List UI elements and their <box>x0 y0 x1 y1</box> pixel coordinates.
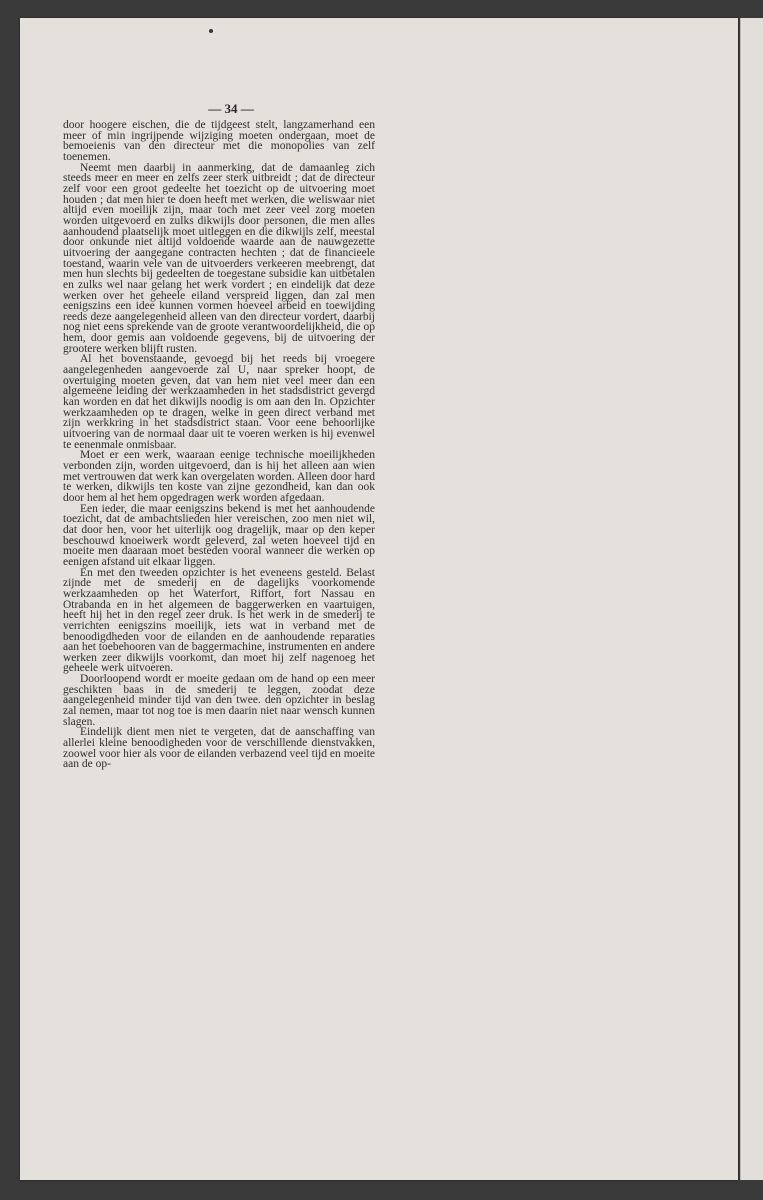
paragraph-5: Een ieder, die maar eenigszins bekend is met het aanhoudende toezicht, dat de ambachtslieden hier vereischen, zoo men niet wil, dat door hen, voor het uiterlijk oog dragelijk, maar op den keper beschouwd knoeiwerk wordt geleverd, zal weten hoeveel tijd en moeite men daaraan moet besteden vooral wanneer die werken op eenigen afstand uit elkaar liggen. <box>63 502 375 568</box>
paragraph-1: door hoogere eischen, die de tijdgeest stelt, langzamerhand een meer of min ingrijpende wijziging moeten ondergaan, moet de bemoeienis van den directeur met die monopolies van zelf toenemen. <box>63 119 375 163</box>
paragraph-4: Moet er een werk, waaraan eenige technische moeilijkheden verbonden zijn, worden uitgevoerd, dan is hij het alleen aan wien met vertrouwen dat werk kan overgelaten worden. Alleen door hard te werken, dikwijls ten koste van zijne gezondheid, kan dan ook door hem al het hem opgedragen werk worden afgedaan. <box>63 449 375 504</box>
paragraph-8: Eindelijk dient men niet te vergeten, dat de aanschaffing van allerlei kleine benoodigheden voor de verschillende dienstvakken, zoowel voor hier als voor de eilanden verbazend veel tijd en moeite aan de op- <box>63 726 375 771</box>
paragraph-2: Neemt men daarbij in aanmerking, dat de damaanleg zich steeds meer en meer en zelfs zeer sterk uitbreidt ; dat de directeur zelf voor een groot gedeelte het toezicht op de uitvoering moet houden ; dat men hier te doen heeft met werken, die weliswaar niet altijd even moeilijk zijn, maar toch met zeer veel zorg moeten worden uitgevoerd en zulks dikwijls door personen, die men alles aanhoudend plaatselijk moet uitleggen en die dikwijls zelf, meestal door onkunde niet altijd voldoende waarde aan de nauwgezette uitvoering der aangegane contracten hechten ; dat de financieele toestand, waarin vele van de uitvoerders verkeeren meebrengt, dat men hun slechts bij gedeelten de toegestane subsidie kan uitbetalen en zulks wel naar gelang het werk vordert ; en eindelijk dat deze werken over het geheele eiland verspreid liggen, dan zal men eenigszins een idee kunnen vormen hoeveel arbeid en toewijding reeds deze aangelegenheid alleen van den directeur vordert, daarbij nog niet eens sprekende van de groote verantwoordelijkheid, die op hem, door gemis aan voldoende gegevens, bij de uitvoering der grootere werken blijft rusten. <box>63 161 375 355</box>
next-page-edge <box>740 18 763 1180</box>
body-text <box>63 120 375 770</box>
paragraph-7: Doorloopend wordt er moeite gedaan om de hand op een meer geschikten baas in de smederij te leggen, zoodat deze aangelegenheid minder tijd van den twee. den opzichter in beslag zal nemen, maar tot nog toe is men daarin niet naar wensch kunnen slagen. <box>63 673 375 728</box>
page-number: — 34 — <box>208 101 254 116</box>
paragraph-6: En met den tweeden opzichter is het eveneens gesteld. Belast zijnde met de smederij en de dagelijks voorkomende werkzaamheden op het Waterfort, Riffort, fort Nassau en Otrabanda en in het algemeen de baggerwerken en vaartuigen, heeft hij het in den regel zeer druk. Is het werk in de smederij te verrichten eenigszins moeilijk, iets wat in verband met de benoodigdheden voor de eilanden en de aanhoudende reparaties aan het toebehooren van de baggermachine, instrumenten en andere werken zeer dikwijls voorkomt, dan moet hij zelf nagenoeg het geheele werk uitvoeren. <box>63 566 375 675</box>
paragraph-3: Al het bovenstaande, gevoegd bij het reeds bij vroegere aangelegenheden aangevoerde zal U, naar spreker hoopt, de overtuiging moeten geven, dat van hem niet veel meer dan een algemeene leiding der werkzaamheden in het stadsdistrict gevergd kan worden en dat het dikwijls noodig is om aan den In. Opzichter werkzaamheden op te dragen, welke in geen direct verband met zijn werkkring in het stadsdistrict staan. Voor eene behoorlijke uitvoering van de normaal daar uit te voeren werken is hij evenwel te eenenmale onmisbaar. <box>63 353 375 451</box>
ink-speck <box>209 29 213 33</box>
